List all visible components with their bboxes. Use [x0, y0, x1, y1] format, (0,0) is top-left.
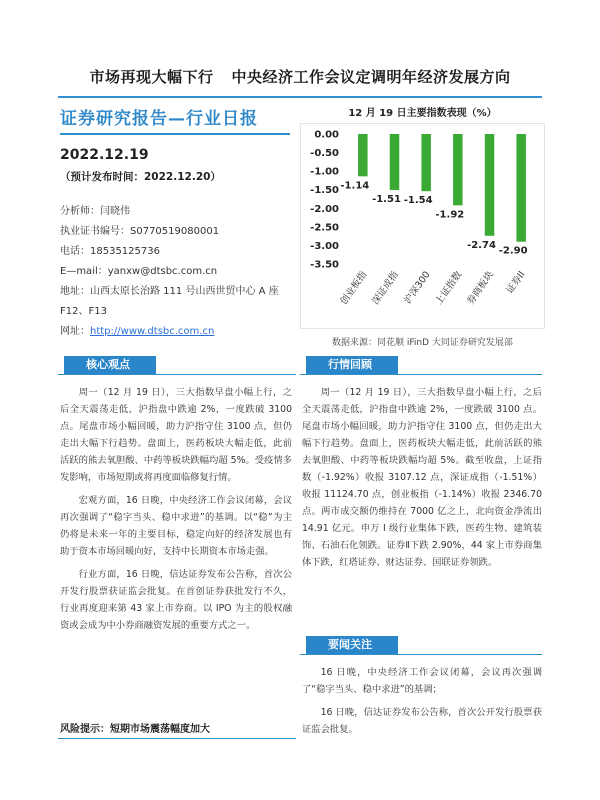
category-label: 证券II — [504, 269, 528, 296]
y-tick-label: -1.00 — [310, 166, 339, 178]
bar — [453, 134, 463, 205]
category-label: 券商板块 — [465, 269, 496, 307]
data-label: -2.90 — [498, 245, 528, 257]
index-chart-panel — [300, 104, 545, 348]
report-date: 2022.12.19 — [60, 147, 149, 163]
category-label: 上证指数 — [433, 269, 465, 307]
report-info-column — [60, 104, 290, 342]
risk-rule — [58, 738, 296, 739]
y-tick-label: -2.00 — [310, 203, 339, 215]
headline-part-1: 市场再现大幅下行 — [89, 68, 214, 86]
y-tick-label: -2.50 — [310, 222, 339, 234]
title-rule — [60, 133, 290, 135]
news-text — [302, 664, 542, 744]
analyst-info — [60, 202, 290, 342]
market-review-text — [302, 384, 542, 577]
analyst-name: 分析师：闫晓伟 — [60, 206, 130, 217]
publish-date: （预计发布时间：2022.12.20） — [60, 171, 221, 183]
headline — [0, 66, 600, 87]
headline-part-2: 中央经济工作会议定调明年经济发展方向 — [231, 68, 511, 86]
data-label: -1.51 — [372, 194, 401, 206]
website-line — [60, 322, 290, 342]
news-header — [302, 636, 398, 654]
core-paragraph: 行业方面，16 日晚，信达证券发布公告称，首次公开发行股票获证监会批复。在首创证券获批发行不久，行业再度迎来第 43 家上市券商。以 IPO 为主的股权融资或会成为中小券商融资发展的重要方式之一。 — [60, 569, 292, 631]
y-tick-label: 0.00 — [314, 129, 339, 141]
category-label: 沪深300 — [402, 269, 433, 307]
core-view-rule — [58, 374, 296, 375]
market-review-header-label: 行情回顾 — [328, 358, 372, 371]
core-paragraph: 宏观方面，16 日晚，中央经济工作会议闭幕，会议再次强调了“稳字当头、稳中求进”的基调。以“稳”为主仍将是未来一年的主要目标，稳定向好的经济发展也有助于资本市场回暖向好，支持中长期资本市场走强。 — [60, 495, 292, 557]
analyst-address: 地址：山西太原长治路 111 号山西世贸中心 A 座 F12、F13 — [60, 286, 279, 317]
core-view-text — [60, 384, 292, 640]
news-header-label: 要闻关注 — [328, 638, 372, 651]
data-label: -1.54 — [403, 195, 433, 207]
headline-rule — [58, 96, 542, 98]
website-label: 网址： — [60, 326, 90, 337]
market-review-rule — [300, 374, 542, 375]
data-label: -1.92 — [435, 209, 465, 221]
bar — [390, 134, 400, 190]
news-paragraph: 16 日晚，中央经济工作会议闭幕，会议再次强调了“稳字当头、稳中求进”的基调； — [302, 667, 542, 695]
report-title: 证券研究报告—行业日报 — [60, 109, 258, 129]
category-label: 深证成指 — [370, 269, 401, 307]
chart-title: 12 月 19 日主要指数表现（%） — [348, 108, 497, 119]
market-review-header — [302, 356, 398, 374]
analyst-email: E—mail：yanxw@dtsbc.com.cn — [60, 266, 218, 277]
y-tick-label: -0.50 — [310, 148, 339, 160]
core-paragraph: 周一（12 月 19 日），三大指数早盘小幅上行，之后全天震荡走低，沪指盘中跌逾 2%，一度跌破 3100 点。尾盘市场小幅回暖，助力沪指守住 3100 点，但仍走出大幅下行趋势。盘面上，医药板块大幅走低，此前活跃的熊去氧胆酸、中药等板块跌幅均超 5%。受疫情多发影响，市场短期或将再度面临修复行情。 — [60, 387, 292, 483]
y-tick-label: -3.00 — [310, 240, 339, 252]
core-view-header-label: 核心观点 — [86, 358, 130, 371]
bar — [516, 134, 526, 242]
y-tick-label: -3.50 — [310, 259, 339, 271]
analyst-phone: 电话：18535125736 — [60, 246, 160, 257]
index-bar-chart — [301, 124, 544, 324]
y-tick-label: -1.50 — [310, 185, 339, 197]
chart-source: 数据来源：同花顺 iFinD 大同证券研究发展部 — [332, 338, 513, 348]
analyst-cert: 执业证书编号：S0770519080001 — [60, 226, 220, 237]
data-label: -2.74 — [467, 239, 496, 251]
bar — [421, 134, 431, 191]
category-label: 创业板指 — [338, 269, 370, 307]
data-label: -1.14 — [340, 180, 370, 192]
market-paragraph: 周一（12 月 19 日），三大指数早盘小幅上行，之后全天震荡走低，沪指盘中跌逾 2%，一度跌破 3100 点。尾盘市场小幅回暖，助力沪指守住 3100 点，但仍走出大幅下行趋势。盘面上，医药板块大幅走低，此前活跃的熊去氧胆酸、中药等板块跌幅均超 5%。截至收盘，上证指数（-1.92%）收报 3107.12 点，深证成指（-1.51%）收报 11124.70 点，创业板指（-1.14%）收报 2346.70 点。两市成交额仍维持在 7000 亿之上，北向资金净流出 14.91 亿元。申万 I 级行业集体下跌，医药生物、建筑装饰、石油石化领跌。证券Ⅱ下跌 2.90%，44 家上市券商集体下跌，红塔证券、财达证券、国联证券领跌。 — [302, 387, 542, 568]
news-rule — [300, 654, 542, 655]
website-link[interactable]: http://www.dtsbc.com.cn — [90, 326, 215, 337]
chart-frame — [300, 123, 545, 329]
bar — [358, 134, 367, 176]
risk-warning: 风险提示：短期市场震荡幅度加大 — [60, 724, 210, 735]
news-paragraph: 16 日晚，信达证券发布公告称，首次公开发行股票获证监会批复。 — [302, 707, 542, 735]
bar — [485, 134, 495, 236]
core-view-header — [60, 356, 156, 374]
